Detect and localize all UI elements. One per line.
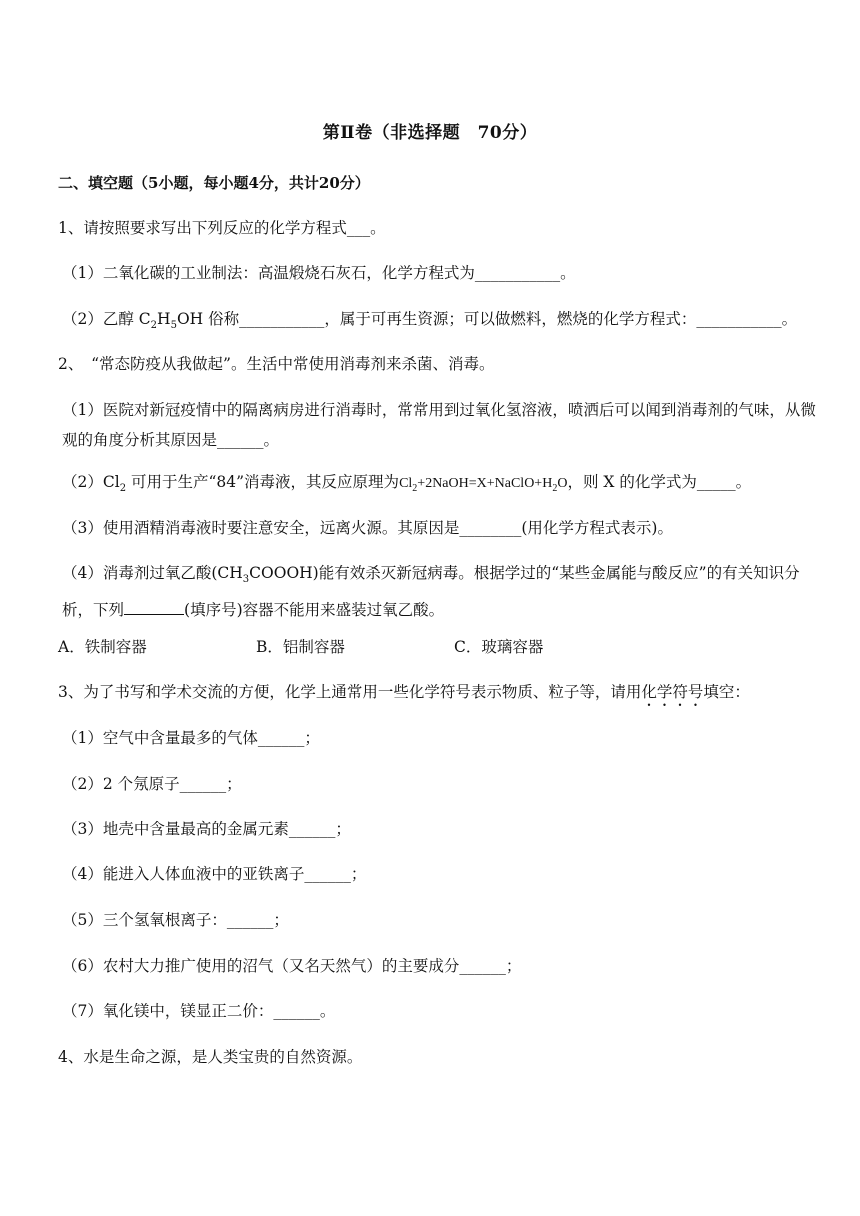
q2-part2: $(2)Cl_2$ 可用于生产“84”消毒液，其反应原理为$Cl_2+2NaOH=X+NaClO+H_2O$，则 X 的化学式为_____。 — [62, 473, 752, 495]
q4-stem: 4、水是生命之源，是人类宝贵的自然资源。 — [58, 1048, 363, 1066]
q3-item: （6）农村大力推广使用的沼气（又名天然气）的主要成分______； — [62, 957, 522, 975]
option-a: A．铁制容器 — [58, 638, 147, 656]
option-b: B．铝制容器 — [256, 638, 345, 656]
q3-item: （7）氧化镁中，镁显正二价：______。 — [62, 1002, 336, 1020]
q3-item: （2）2 个氖原子______； — [62, 775, 242, 793]
paper-title: 第Ⅱ卷（非选择题 70分） — [322, 123, 538, 143]
q1-part1: （1）二氧化碳的工业制法：高温煅烧石灰石，化学方程式为___________。 — [62, 264, 576, 282]
q3-item: （4）能进入人体血液中的亚铁离子______； — [62, 865, 367, 883]
q3-stem: 3、为了书写和学术交流的方便，化学上通常用一些化学符号表示物质、粒子等，请用化学符号填空： — [58, 683, 750, 701]
q3-item: （5）三个氢氧根离子：______； — [62, 911, 289, 929]
q3-item: （1）空气中含量最多的气体______； — [62, 729, 320, 747]
q2-part1: （1）医院对新冠疫情中的隔离病房进行消毒时，常常用到过氧化氢溶液，喷洒后可以闻到消毒剂的气味，从微观的角度分析其原因是______。 — [62, 401, 816, 449]
option-c: C．玻璃容器 — [454, 638, 544, 656]
q2-part4: （4）消毒剂过氧乙酸$(CH_3COOOH)$能有效杀灭新冠病毒。根据学过的“某些金属能与酸反应”的有关知识分析，下列 (填序号)容器不能用来盛装过氧乙酸。 — [62, 564, 800, 620]
q1-stem: 1、请按照要求写出下列反应的化学方程式___。 — [58, 219, 386, 237]
emphasized-text: 化学符号 — [641, 683, 704, 701]
section-heading: 二、填空题（5小题，每小题4分，共计20分） — [58, 174, 370, 192]
q3-item: （3）地壳中含量最高的金属元素______； — [62, 820, 351, 838]
q2-stem: 2、 “常态防疫从我做起”。生活中常使用消毒剂来杀菌、消毒。 — [58, 355, 495, 373]
q2-part3: （3）使用酒精消毒液时要注意安全，远离火源。其原因是________(用化学方程式表示)。 — [62, 519, 673, 537]
q2-options — [58, 636, 820, 658]
answer-blank — [124, 598, 184, 615]
reaction-equation: $Cl_2+2NaOH=X+NaClO+H_2O$ — [399, 476, 568, 494]
q1-part2: （2）乙醇 $C_2H_5OH$ 俗称___________，属于可再生资源；可以做燃料，燃烧的化学方程式：___________。 — [62, 310, 798, 332]
